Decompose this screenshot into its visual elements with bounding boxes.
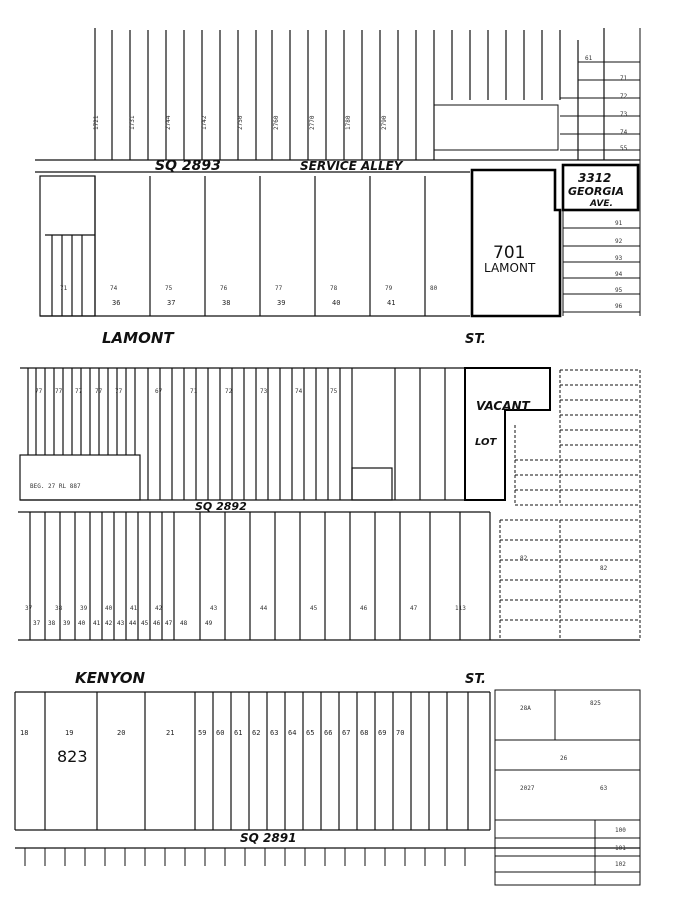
svg-text:74: 74: [620, 129, 628, 136]
lot-59: 59: [198, 729, 207, 737]
svg-text:78: 78: [330, 285, 338, 292]
svg-text:77: 77: [115, 388, 123, 395]
svg-text:2027: 2027: [520, 785, 535, 792]
svg-text:71: 71: [190, 388, 198, 395]
lot-64: 64: [288, 729, 297, 737]
kn-lot-43: 43: [117, 620, 125, 627]
kn-lot-41: 41: [93, 620, 101, 627]
svg-text:71: 71: [620, 75, 628, 82]
svg-text:102: 102: [615, 861, 626, 868]
kenyon-lot-numbers: [20, 729, 404, 737]
lamont-lot-40: 40: [332, 299, 341, 307]
svg-text:2750: 2750: [237, 115, 244, 130]
svg-text:46: 46: [360, 605, 368, 612]
svg-text:96: 96: [615, 303, 623, 310]
svg-text:2770: 2770: [309, 115, 316, 130]
svg-text:100: 100: [615, 827, 626, 834]
svg-text:77: 77: [275, 285, 283, 292]
svg-text:1721: 1721: [93, 115, 100, 130]
svg-text:77: 77: [55, 388, 63, 395]
kn-lot-45: 45: [141, 620, 149, 627]
svg-text:95: 95: [615, 287, 623, 294]
lot-70: 70: [396, 729, 405, 737]
sq-2893-label: SQ 2893: [155, 158, 221, 174]
lot-18: 18: [20, 729, 29, 737]
svg-text:1731: 1731: [129, 115, 136, 130]
svg-text:1742: 1742: [201, 115, 208, 130]
svg-text:26: 26: [560, 755, 568, 762]
svg-text:28A: 28A: [520, 705, 531, 712]
lot-61: 61: [234, 729, 243, 737]
lamont-lot-38: 38: [222, 299, 231, 307]
lot-62: 62: [252, 729, 261, 737]
svg-text:82: 82: [600, 565, 608, 572]
svg-text:41: 41: [130, 605, 138, 612]
svg-text:73: 73: [260, 388, 268, 395]
sq-2891-label: SQ 2891: [240, 831, 297, 845]
svg-text:80: 80: [430, 285, 438, 292]
street-lamont-suffix: ST.: [465, 332, 486, 347]
svg-text:825: 825: [590, 700, 601, 707]
svg-text:63: 63: [600, 785, 608, 792]
svg-text:39: 39: [80, 605, 88, 612]
parcel-701-street: LAMONT: [484, 261, 536, 275]
lot-68: 68: [360, 729, 369, 737]
service-alley-label: SERVICE ALLEY: [300, 159, 403, 173]
svg-text:38: 38: [55, 605, 63, 612]
lot-21: 21: [166, 729, 175, 737]
sq-2892-label: SQ 2892: [195, 500, 247, 513]
parcel-701-number: 701: [493, 243, 526, 263]
svg-text:74: 74: [295, 388, 303, 395]
kn-lot-48: 48: [180, 620, 188, 627]
street-kenyon-label: KENYON: [75, 669, 146, 687]
svg-text:94: 94: [615, 271, 623, 278]
svg-text:43: 43: [210, 605, 218, 612]
svg-text:BEG. 27 RL 887: BEG. 27 RL 887: [30, 483, 81, 490]
kn-lot-44: 44: [129, 620, 137, 627]
svg-text:72: 72: [225, 388, 233, 395]
svg-text:113: 113: [455, 605, 466, 612]
svg-text:2790: 2790: [381, 115, 388, 130]
svg-text:44: 44: [260, 605, 268, 612]
svg-text:77: 77: [95, 388, 103, 395]
lot-60: 60: [216, 729, 225, 737]
lamont-lot-36: 36: [112, 299, 121, 307]
square-2892-block: [20, 368, 640, 640]
lot-69: 69: [378, 729, 387, 737]
svg-text:101: 101: [615, 845, 626, 852]
kn-lot-39: 39: [63, 620, 71, 627]
svg-text:61: 61: [585, 55, 593, 62]
svg-text:82: 82: [520, 555, 528, 562]
svg-text:71: 71: [60, 285, 68, 292]
svg-text:93: 93: [615, 255, 623, 262]
svg-text:2744: 2744: [165, 115, 172, 130]
parcel-vacant-lot: [465, 368, 550, 500]
svg-text:40: 40: [105, 605, 113, 612]
kn-lot-37: 37: [33, 620, 41, 627]
svg-text:92: 92: [615, 238, 623, 245]
svg-text:77: 77: [75, 388, 83, 395]
vacant-label-line2: LOT: [475, 437, 497, 448]
svg-text:79: 79: [385, 285, 393, 292]
lamont-lot-numbers: [112, 299, 395, 307]
scan-marks: [25, 55, 628, 868]
svg-text:91: 91: [615, 220, 623, 227]
svg-text:75: 75: [330, 388, 338, 395]
lamont-lot-39: 39: [277, 299, 286, 307]
svg-text:72: 72: [620, 93, 628, 100]
svg-text:2760: 2760: [273, 115, 280, 130]
svg-text:76: 76: [220, 285, 228, 292]
lot-19: 19: [65, 729, 74, 737]
kn-lot-49: 49: [205, 620, 213, 627]
lamont-lot-41: 41: [387, 299, 396, 307]
kn-lot-42: 42: [105, 620, 113, 627]
svg-text:47: 47: [410, 605, 418, 612]
street-kenyon-suffix: ST.: [465, 672, 486, 687]
lamont-lot-37: 37: [167, 299, 176, 307]
lot-65: 65: [306, 729, 315, 737]
svg-text:75: 75: [165, 285, 173, 292]
svg-text:73: 73: [620, 111, 628, 118]
parcel-3312-suffix: AVE.: [590, 199, 613, 209]
street-lamont-label: LAMONT: [102, 329, 174, 347]
svg-text:37: 37: [25, 605, 33, 612]
parcel-3312-number: 3312: [578, 171, 612, 185]
svg-text:77: 77: [35, 388, 43, 395]
parcel-823-number: 823: [57, 747, 88, 766]
kn-lot-47: 47: [165, 620, 173, 627]
svg-text:1780: 1780: [345, 115, 352, 130]
lot-63: 63: [270, 729, 279, 737]
parcel-3312-street: GEORGIA: [568, 185, 624, 198]
lot-20: 20: [117, 729, 126, 737]
kn-lot-40: 40: [78, 620, 86, 627]
lot-67: 67: [342, 729, 351, 737]
kn-lot-38: 38: [48, 620, 56, 627]
kn-lot-46: 46: [153, 620, 161, 627]
svg-text:45: 45: [310, 605, 318, 612]
svg-text:42: 42: [155, 605, 163, 612]
svg-text:55: 55: [620, 145, 628, 152]
square-2891-block: [15, 690, 640, 885]
svg-text:74: 74: [110, 285, 118, 292]
vacant-label-line1: VACANT: [476, 399, 530, 413]
lot-66: 66: [324, 729, 333, 737]
svg-text:67: 67: [155, 388, 163, 395]
